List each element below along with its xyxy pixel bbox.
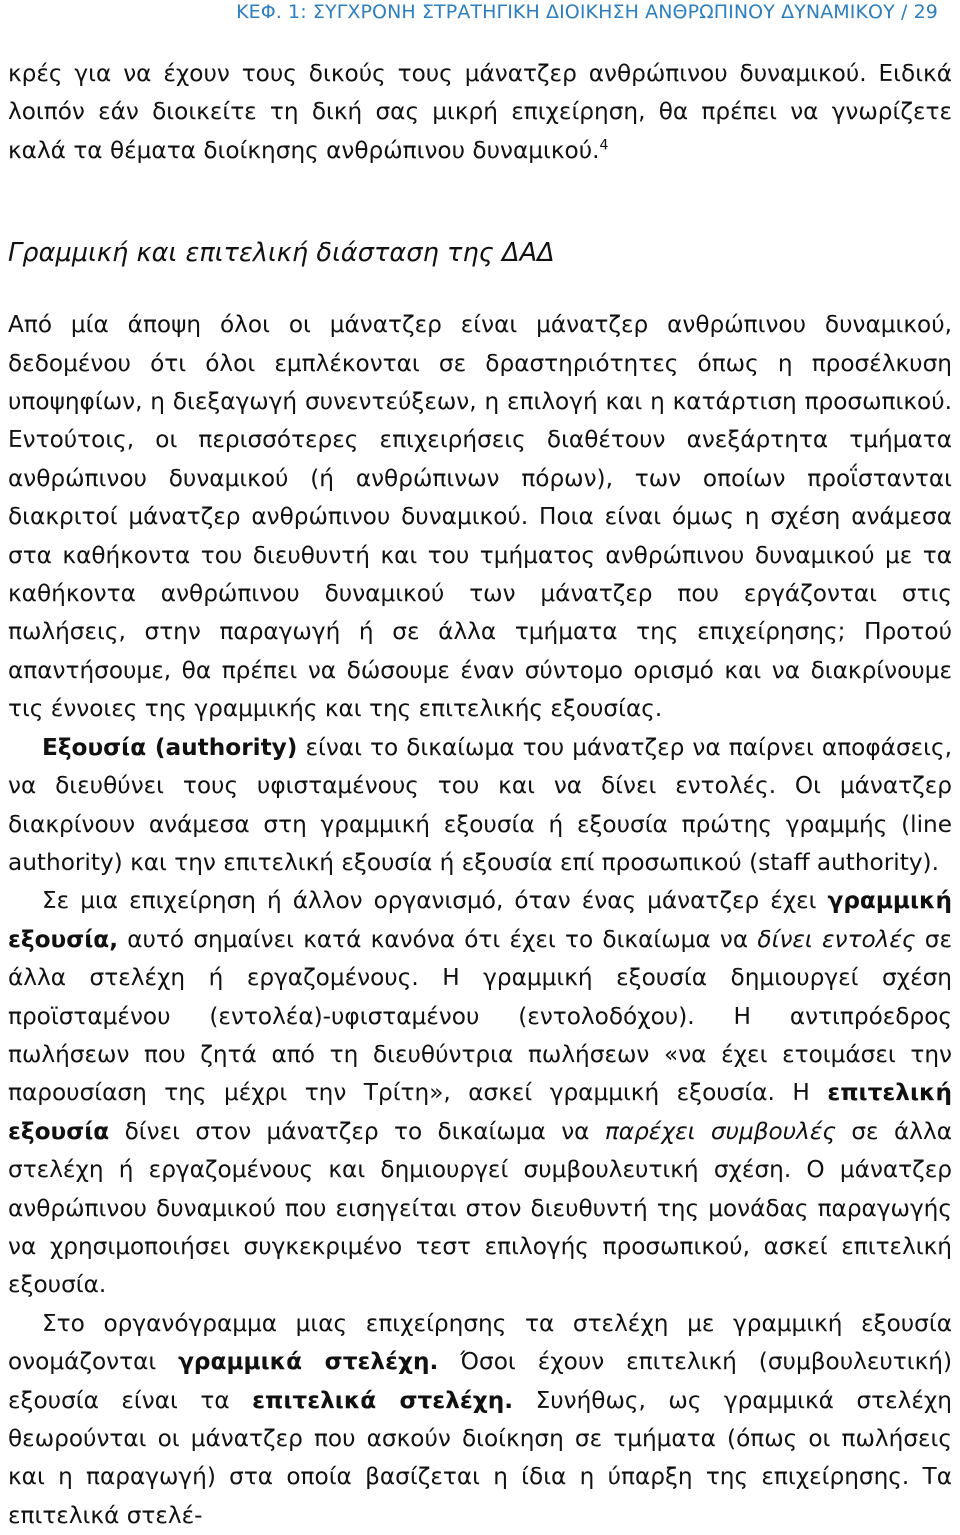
org-chart-text-b: Όσοι έχουν επιτελική (συμβουλευτική) εξουσία είναι τα (8, 1348, 953, 1414)
org-chart-text-a: Στο οργανόγραμμα μιας επιχείρησης τα στελέχη με γραμμική εξουσία ονομάζονται (8, 1309, 952, 1376)
running-header (236, 0, 938, 30)
staff-authority-text-d: δίνει στον μάνατζερ το δικαίωμα να (109, 1117, 605, 1145)
paragraph-line-management: Από μία άποψη όλοι οι μάνατζερ είναι μάνατζερ ανθρώπινου δυναμικού, δεδομένου ότι όλοι εμπλέκονται σε δραστηριότητες όπως η προσέλκυση υποψηφίων, η διεξαγωγή συνεντεύξεων, η επιλογή και η κατάρτιση προσωπικού. Εντούτοις, οι περισσότερες επιχειρήσεις διαθέτουν ανεξάρτητα τμήματα ανθρώπινου δυναμικού (ή ανθρώπινων πόρων), των οποίων προΐστανται διακριτοί μάνατζερ ανθρώπινου δυναμικού. Ποια είναι όμως η σχέση ανάμεσα στα καθήκοντα του διευθυντή και του τμήματος ανθρώπινου δυναμικού με τα καθήκοντα ανθρώπινου δυναμικού των μάνατζερ που εργάζονται στις πωλήσεις, στην παραγωγή ή σε άλλα τμήματα της επιχείρησης; Προτού απαντήσουμε, θα πρέπει να δώσουμε έναν σύντομο ορισμό και να διακρίνουμε τις έννοιες της γραμμικής και της επιτελικής εξουσίας. (8, 311, 952, 723)
term-authority: Εξουσία (authority) (42, 733, 298, 761)
term-line-authority: γραμμική εξουσία, (8, 887, 952, 953)
org-chart-text-c: Συνήθως, ως γραμμικά στελέχη θεωρούνται οι μάνατζερ που ασκούν διοίκηση σε τμήματα (όπως οι πωλήσεις και η παραγωγή) στα οποία βασίζεται η ίδια η ύπαρξη της επιχείρησης. Τα επιτελικά στελέ- (8, 1386, 953, 1529)
intro-text: κρές για να έχουν τους δικούς τους μάνατζερ ανθρώπινου δυναμικού. Ειδικά λοιπόν εάν διοικείτε τη δική σας μικρή επιχείρηση, θα πρέπει να γνωρίζετε καλά τα θέματα διοίκησης ανθρώπινου δυναμικού. (8, 60, 952, 164)
page-number: 29 (913, 1, 938, 23)
page-content (8, 55, 952, 1535)
emphasis-give-orders: δίνει εντολές (757, 925, 916, 953)
header-separator: / (900, 1, 908, 23)
term-staff-managers: επιτελικά στελέχη. (252, 1386, 514, 1414)
line-authority-text-a: Σε μια επιχείρηση ή άλλον οργανισμό, όταν ένας μάνατζερ έχει (42, 887, 828, 915)
term-line-managers: γραμμικά στελέχη. (178, 1348, 439, 1376)
emphasis-provide-advice: παρέχει συμβουλές (604, 1117, 836, 1145)
paragraph-line-vs-staff-authority (8, 882, 952, 1304)
line-authority-text-b: αυτό σημαίνει κατά κανόνα ότι έχει το δικαίωμα να (118, 925, 758, 953)
paragraph-org-chart (8, 1305, 952, 1535)
intro-paragraph (8, 55, 952, 170)
line-authority-text-c: σε άλλα στελέχη ή εργαζομένους. Η γραμμική εξουσία δημιουργεί σχέση προϊσταμένου (εντολέα)-υφισταμένου (εντολοδόχου). Η αντιπρόεδρος πωλήσεων που ζητά από τη διευθύντρια πωλήσεων «να έχει ετοιμάσει την παρουσίαση της μέχρι την Τρίτη», ασκεί γραμμική εξουσία. Η (8, 925, 952, 1107)
authority-definition-text: είναι το δικαίωμα του μάνατζερ να παίρνει αποφάσεις, να διευθύνει τους υφισταμένους του και να δίνει εντολές. Οι μάνατζερ διακρίνουν ανάμεσα στη γραμμική εξουσία ή εξουσία πρώτης γραμμής (line authority) και την επιτελική εξουσία ή εξουσία επί προσωπικού (staff authority). (8, 733, 952, 876)
paragraph-authority-definition (8, 729, 952, 883)
footnote-reference: 4 (599, 137, 609, 154)
term-staff-authority: επιτελική εξουσία (8, 1079, 952, 1145)
staff-authority-text-e: σε άλλα στελέχη ή εργαζομένους και δημιουργεί συμβουλευτική σχέση. Ο μάνατζερ ανθρώπινου δυναμικού που εισηγείται στον διευθυντή της μονάδας παραγωγής να χρησιμοποιήσει συγκεκριμένο τεστ επιλογής προσωπικού, ασκεί επιτελική εξουσία. (8, 1117, 952, 1299)
running-title: ΚΕΦ. 1: ΣΥΓΧΡΟΝΗ ΣΤΡΑΤΗΓΙΚΗ ΔΙΟΙΚΗΣΗ ΑΝΘΡΩΠΙΝΟΥ ΔΥΝΑΜΙΚΟΥ (236, 1, 895, 23)
section-heading: Γραμμική και επιτελική διάσταση της ΔΑΔ (8, 238, 555, 269)
